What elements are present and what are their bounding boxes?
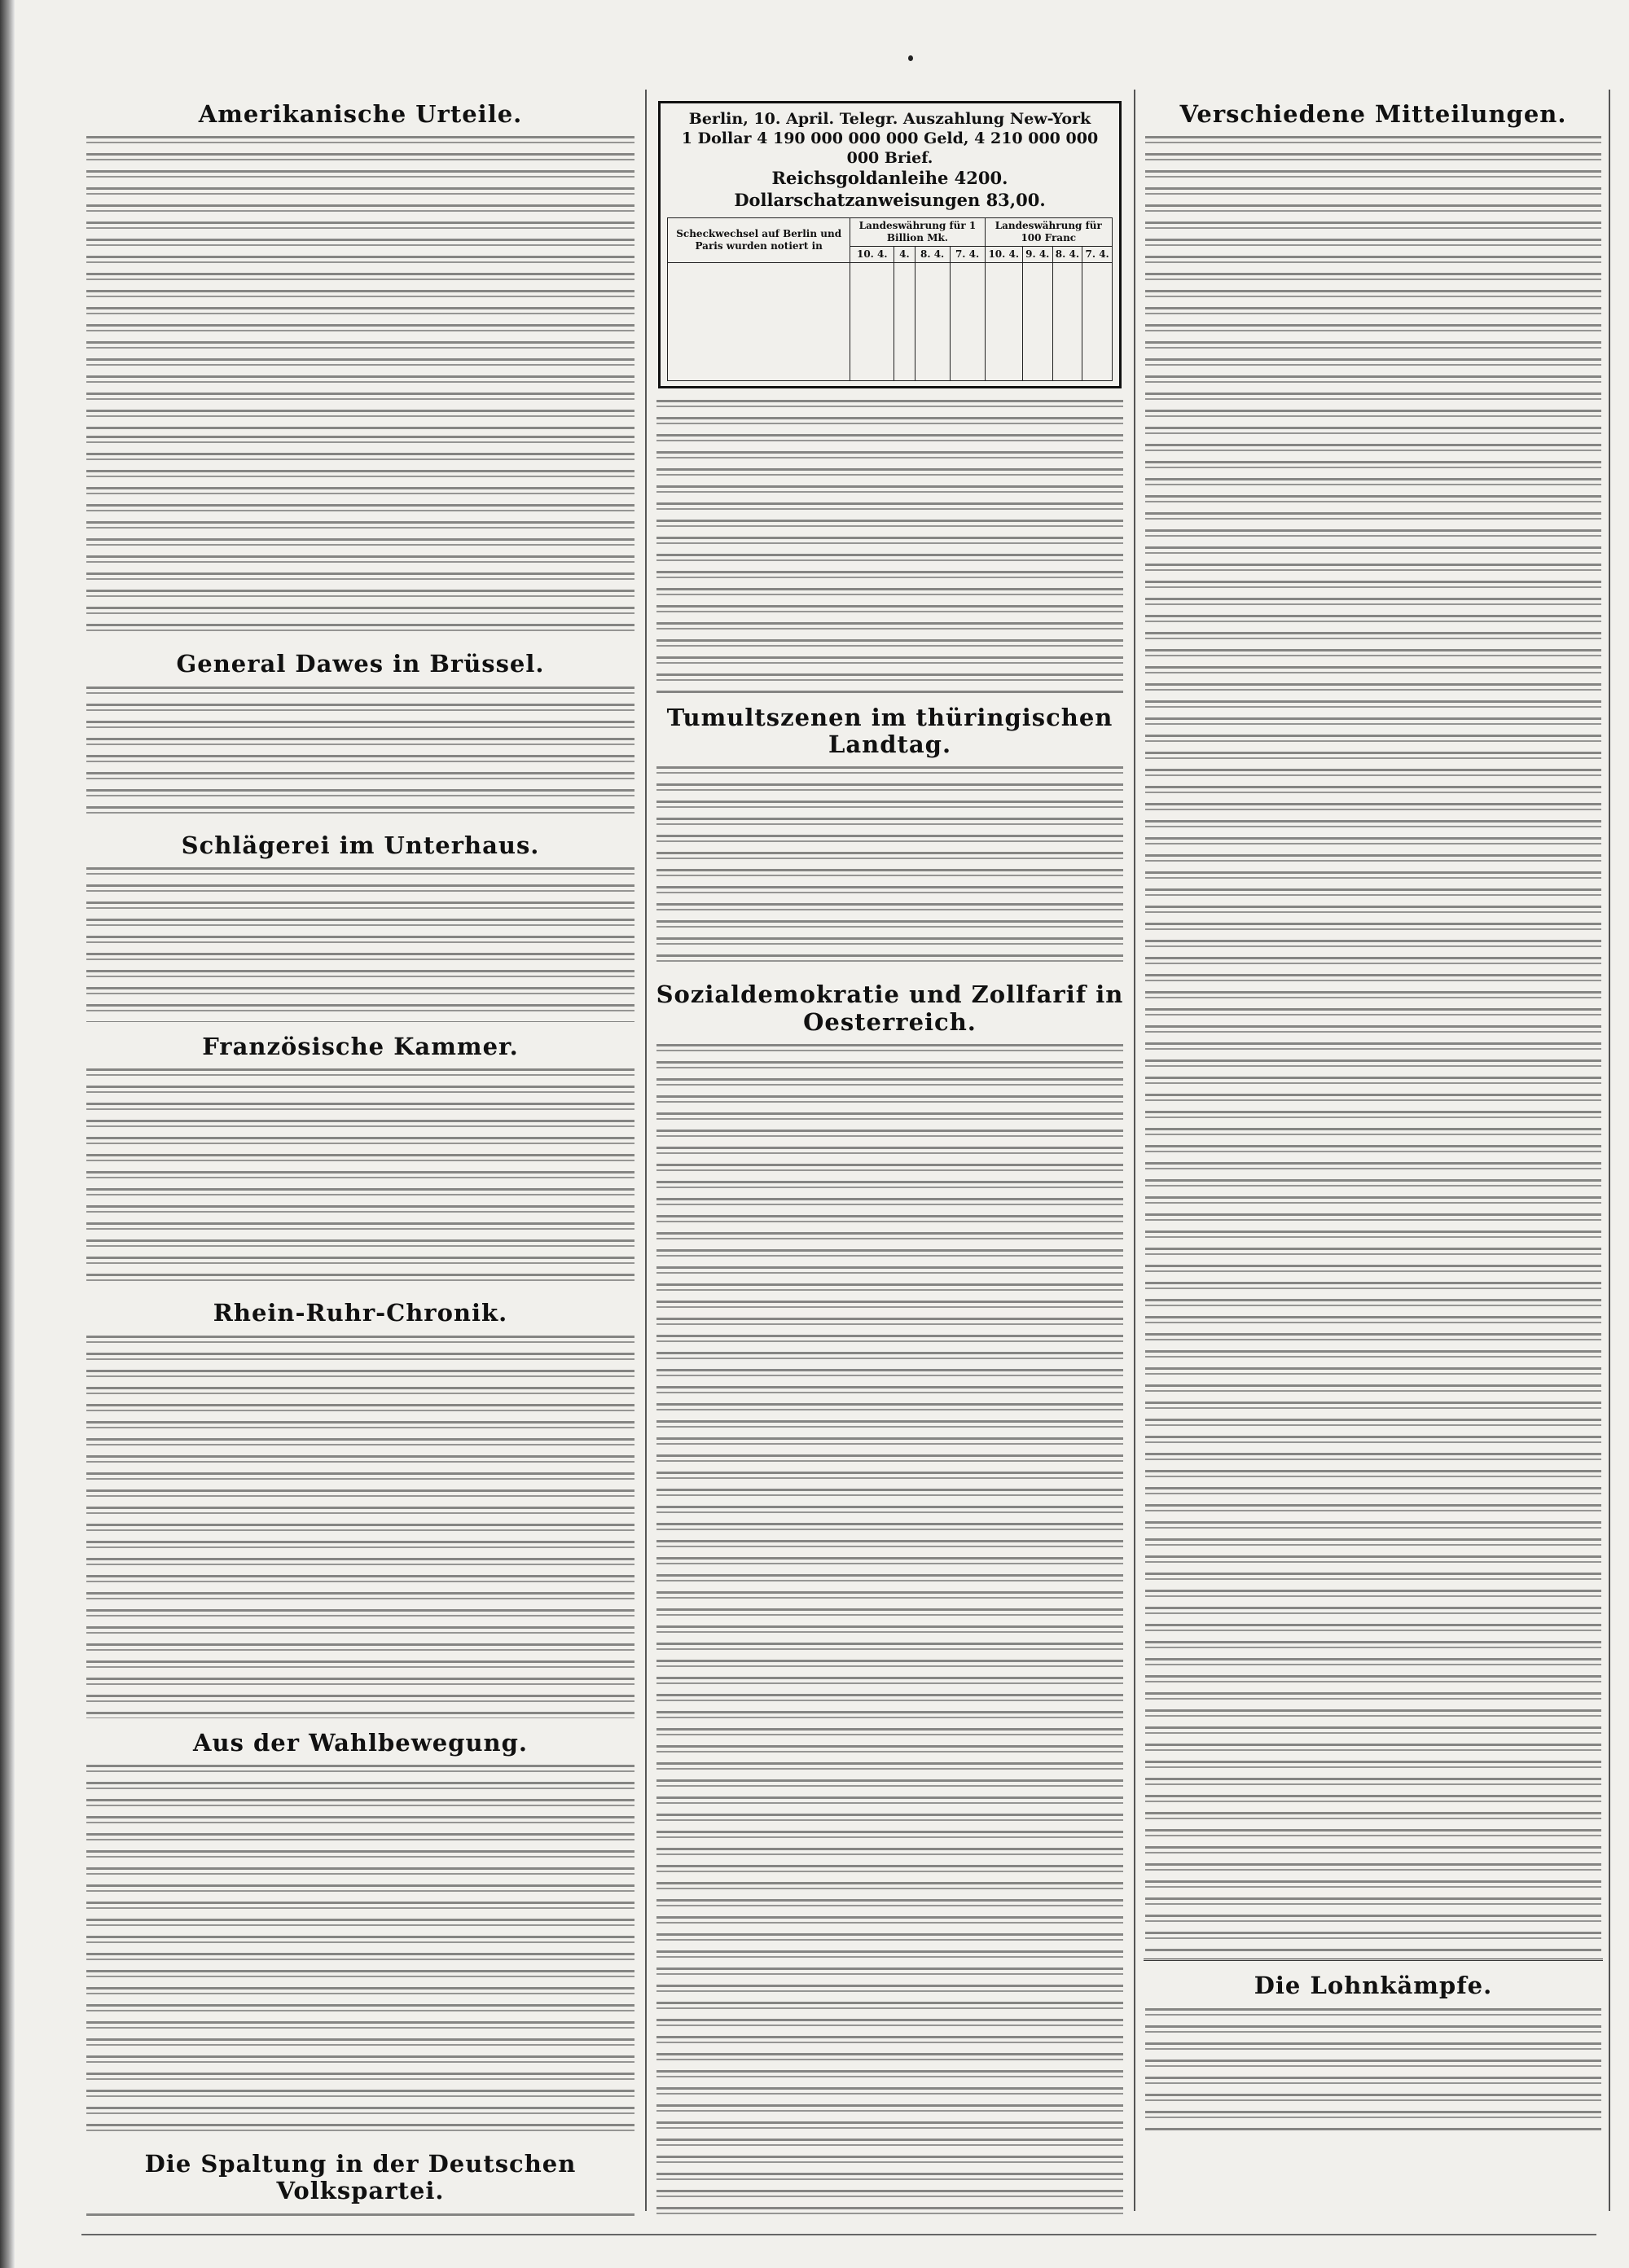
article-body (1145, 2008, 1601, 2130)
article-body (86, 1068, 634, 1288)
table-cell (1022, 262, 1052, 380)
table-cell (668, 262, 850, 380)
date-header: 10. 4. (850, 246, 894, 262)
date-header: 7. 4. (1082, 246, 1113, 262)
headline: General Dawes in Brüssel. (176, 650, 545, 678)
column-divider (1609, 90, 1610, 2211)
headline: Die Spaltung in der Deutschen Volkspartei. (144, 2150, 577, 2205)
headline: Amerikanische Urteile. (198, 100, 523, 128)
column-divider (1134, 90, 1135, 2211)
article-body (86, 867, 634, 1022)
separator-rule (1144, 1959, 1603, 1961)
column-right (1140, 90, 1606, 2219)
date-header: 8. 4. (1052, 246, 1082, 262)
date-header: 4. (894, 246, 915, 262)
headline: Rhein-Ruhr-Chronik. (213, 1299, 508, 1327)
table-cell (985, 262, 1022, 380)
page-bottom-rule (81, 2234, 1596, 2235)
table-cell (850, 262, 894, 380)
article-body (656, 1044, 1123, 2219)
exchange-line: 1 Dollar 4 190 000 000 000 Geld, 4 210 000 000 000 Brief. (681, 129, 1099, 167)
exchange-line: Dollarschatzanweisungen 83,00. (734, 189, 1046, 210)
table-header: Landeswährung für 100 Franc (985, 217, 1112, 246)
table-cell (1052, 262, 1082, 380)
date-header: 9. 4. (1022, 246, 1052, 262)
table-cell (1082, 262, 1113, 380)
date-header: 8. 4. (915, 246, 950, 262)
headline: Sozialdemokratie und Zollfarif in Oesterreich. (656, 980, 1124, 1036)
date-header: 10. 4. (985, 246, 1022, 262)
exchange-line: Berlin, 10. April. Telegr. Auszahlung New-York (688, 110, 1091, 128)
column-divider (645, 90, 647, 2211)
table-cell (894, 262, 915, 380)
headline: Tumultszenen im thüringischen Landtag. (666, 703, 1113, 759)
exchange-rate-box (658, 101, 1122, 388)
article-body (86, 136, 634, 429)
table-cell (950, 262, 985, 380)
headline: Verschiedene Mitteilungen. (1179, 100, 1567, 128)
article-body (656, 766, 1123, 970)
date-header: 7. 4. (950, 246, 985, 262)
table-header: Scheckwechsel auf Berlin und Paris wurden notiert in (668, 217, 850, 262)
headline: Aus der Wahlbewegung. (192, 1728, 528, 1757)
column-middle (652, 81, 1128, 2219)
article-body (656, 400, 1123, 693)
exchange-line: Reichsgoldanleihe 4200. (771, 168, 1008, 189)
headline: Die Lohnkämpfe. (1254, 1972, 1493, 2000)
table-cell (915, 262, 950, 380)
article-body (86, 436, 634, 639)
table-header: Landeswährung für 1 Billion Mk. (850, 217, 985, 246)
article-body (1145, 136, 1601, 1952)
headline: Schlägerei im Unterhaus. (181, 831, 540, 859)
article-body (86, 1765, 634, 2139)
article-body (86, 687, 634, 821)
column-left (81, 90, 639, 2219)
article-body (86, 1336, 634, 1718)
exchange-table (667, 217, 1113, 381)
article-body (86, 2213, 634, 2219)
scanner-edge (0, 0, 15, 2268)
headline: Französische Kammer. (202, 1033, 519, 1061)
page-mark (908, 55, 913, 61)
